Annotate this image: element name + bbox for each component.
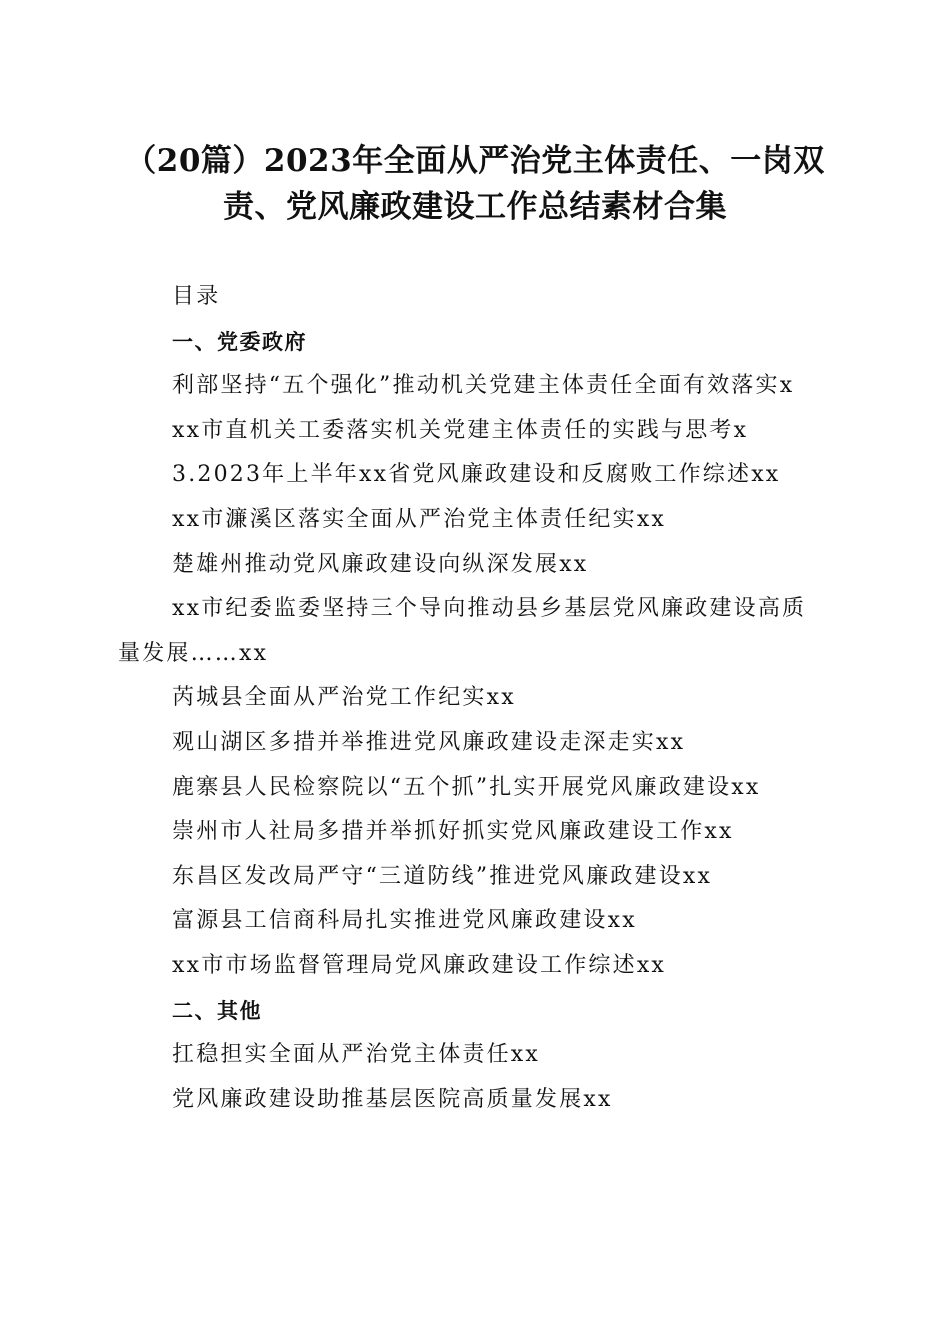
toc-item: 观山湖区多措并举推进党风廉政建设走深走实xx (172, 729, 686, 755)
toc-item: 楚雄州推动党风廉政建设向纵深发展xx (172, 551, 589, 577)
toc-item: xx市直机关工委落实机关党建主体责任的实践与思考x (172, 417, 749, 443)
toc-item: 鹿寨县人民检察院以“五个抓”扎实开展党风廉政建设xx (172, 774, 761, 800)
toc-item: 利部坚持“五个强化”推动机关党建主体责任全面有效落实x (172, 373, 795, 399)
toc-item: xx市市场监督管理局党风廉政建设工作综述xx (172, 952, 667, 978)
toc-item: 扛稳担实全面从严治党主体责任xx (172, 1042, 541, 1068)
toc-item: 党风廉政建设助推基层医院高质量发展xx (172, 1086, 613, 1112)
toc-item: 3.2023年上半年xx省党风廉政建设和反腐败工作综述xx (172, 462, 781, 488)
toc-item: xx市纪委监委坚持三个导向推动县乡基层党风廉政建设高质量发展……xx (118, 596, 807, 666)
section-heading-other: 二、其他 (172, 998, 262, 1023)
toc-label: 目录 (172, 284, 221, 309)
table-of-contents (118, 275, 828, 1122)
toc-item: xx市濂溪区落实全面从严治党主体责任纪实xx (172, 506, 667, 532)
toc-item: 东昌区发改局严守“三道防线”推进党风廉政建设xx (172, 863, 713, 889)
document-title: （20篇）2023年全面从严治党主体责任、一岗双责、党风廉政建设工作总结素材合集 (125, 143, 825, 225)
toc-item: 芮城县全面从严治党工作纪实xx (172, 685, 516, 711)
toc-item: 崇州市人社局多措并举抓好抓实党风廉政建设工作xx (172, 819, 734, 845)
section-heading-party-government: 一、党委政府 (172, 329, 307, 354)
toc-item: 富源县工信商科局扎实推进党风廉政建设xx (172, 908, 637, 934)
